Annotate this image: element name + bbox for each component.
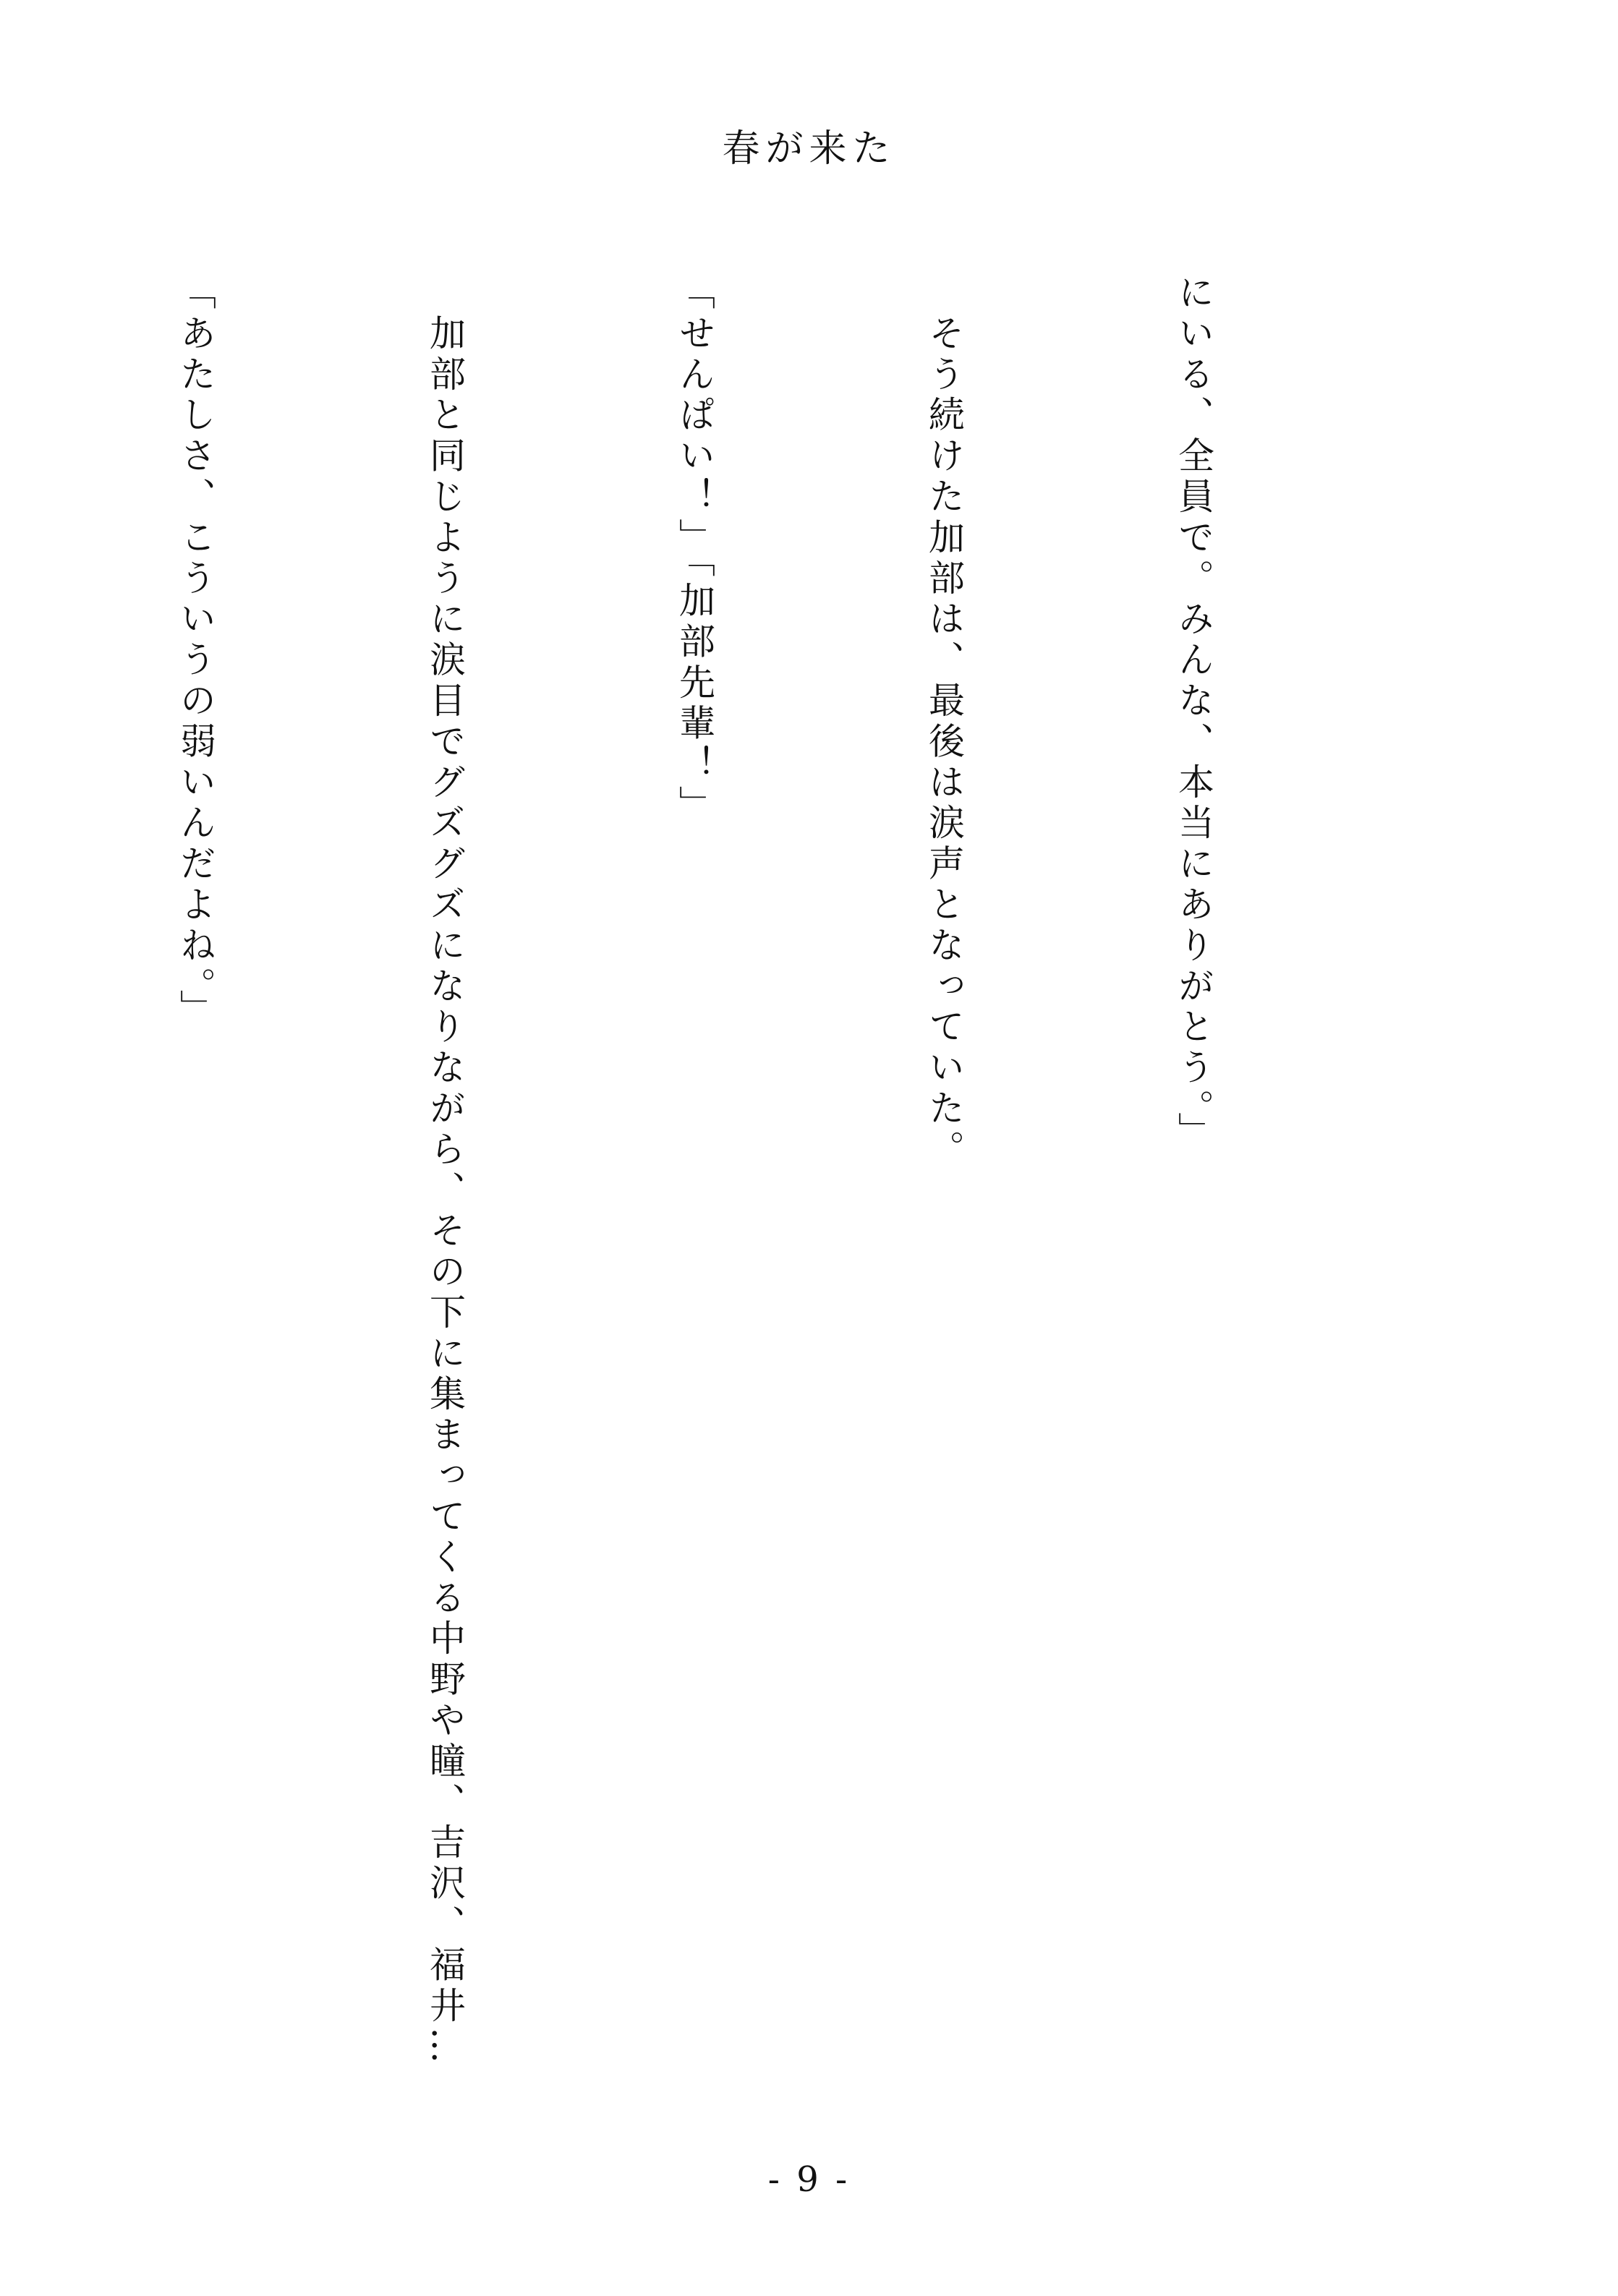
text-line: 「あたしさ、こういうの弱いんだよね。」 xyxy=(174,273,216,1030)
text-line: にいる、全員で。みんな、本当にありがとう。」 xyxy=(1172,273,1214,1153)
page-title: 春が来た xyxy=(722,127,896,171)
text-line: 加部と同じように涙目でグズグズになりながら、その下に集まってくる中野や瞳、吉沢、福井… xyxy=(424,273,466,2068)
page-number: - 9 - xyxy=(767,2159,851,2200)
text-line: そう続けた加部は、最後は涙声となっていた。 xyxy=(923,273,965,1171)
text-line: 「せんぱい！」「加部先輩！」 xyxy=(673,273,715,827)
body-text xyxy=(174,273,1401,2096)
